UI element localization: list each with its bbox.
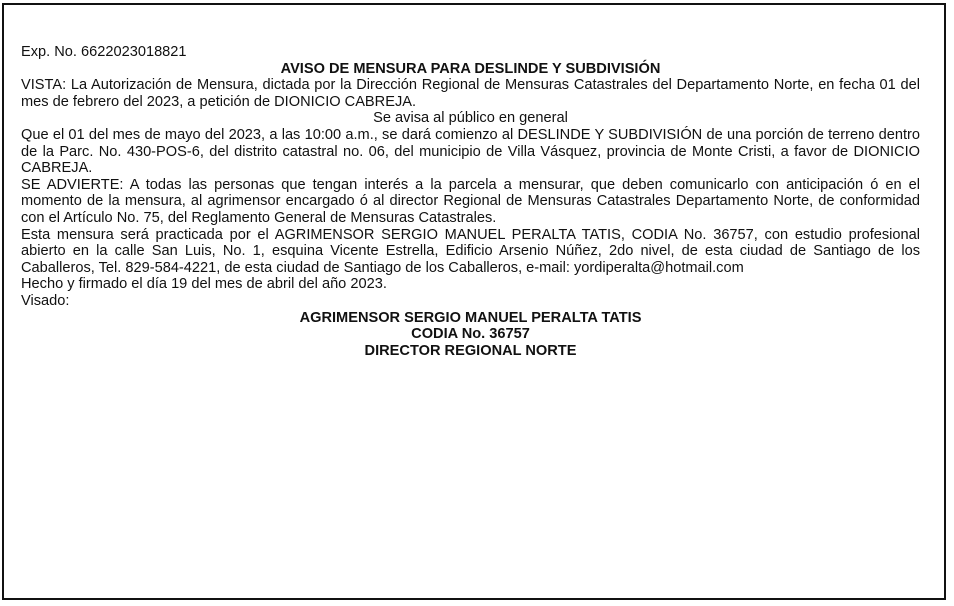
expedient-number: Exp. No. 6622023018821 <box>21 44 187 60</box>
signed-date-paragraph: Hecho y firmado el día 19 del mes de abril del año 2023. <box>21 276 387 293</box>
legal-notice <box>2 3 946 600</box>
survey-date-paragraph: Que el 01 del mes de mayo del 2023, a las 10:00 a.m., se dará comienzo al DESLINDE Y SUBDIVISIÓN de una porción de terreno dentro de la Parc. No. 430-POS-6, del distrito catastral no. 06, del municipio de Villa Vásquez, provincia de Monte Cristi, a favor de DIONICIO CABREJA. <box>21 126 920 177</box>
vista-paragraph: VISTA: La Autorización de Mensura, dictada por la Dirección Regional de Mensuras Catastrales del Departamento Norte, en fecha 01 del mes de febrero del 2023, a petición de DIONICIO CABREJA. <box>21 77 920 110</box>
surveyor-paragraph: Esta mensura será practicada por el AGRIMENSOR SERGIO MANUEL PERALTA TATIS, CODIA No. 36757, con estudio profesional abierto en la calle San Luis, No. 1, esquina Vicente Estrella, Edificio Arsenio Núñez, 2do nivel, de esta ciudad de Santiago de los Caballeros, Tel. 829-584-4221, de esta ciudad de Santiago de los Caballeros, e-mail: yordiperalta@hotmail.com <box>21 226 920 276</box>
notice-title: AVISO DE MENSURA PARA DESLINDE Y SUBDIVISIÓN <box>280 60 661 77</box>
warning-paragraph: SE ADVIERTE: A todas las personas que tengan interés a la parcela a mensurar, que deben comunicarlo con anticipación ó en el momento de la mensura, al agrimensor encargado ó al director Regional de Mensuras Catastrales Departamento Norte, de conformidad con el Artículo No. 75, del Reglamento General de Mensuras Catastrales. <box>21 176 920 226</box>
signature-codia: CODIA No. 36757 <box>411 326 530 343</box>
visado-label: Visado: <box>21 292 70 309</box>
signature-title: DIRECTOR REGIONAL NORTE <box>364 342 577 359</box>
public-notice-line: Se avisa al público en general <box>373 110 568 127</box>
signature-name: AGRIMENSOR SERGIO MANUEL PERALTA TATIS <box>299 309 642 326</box>
